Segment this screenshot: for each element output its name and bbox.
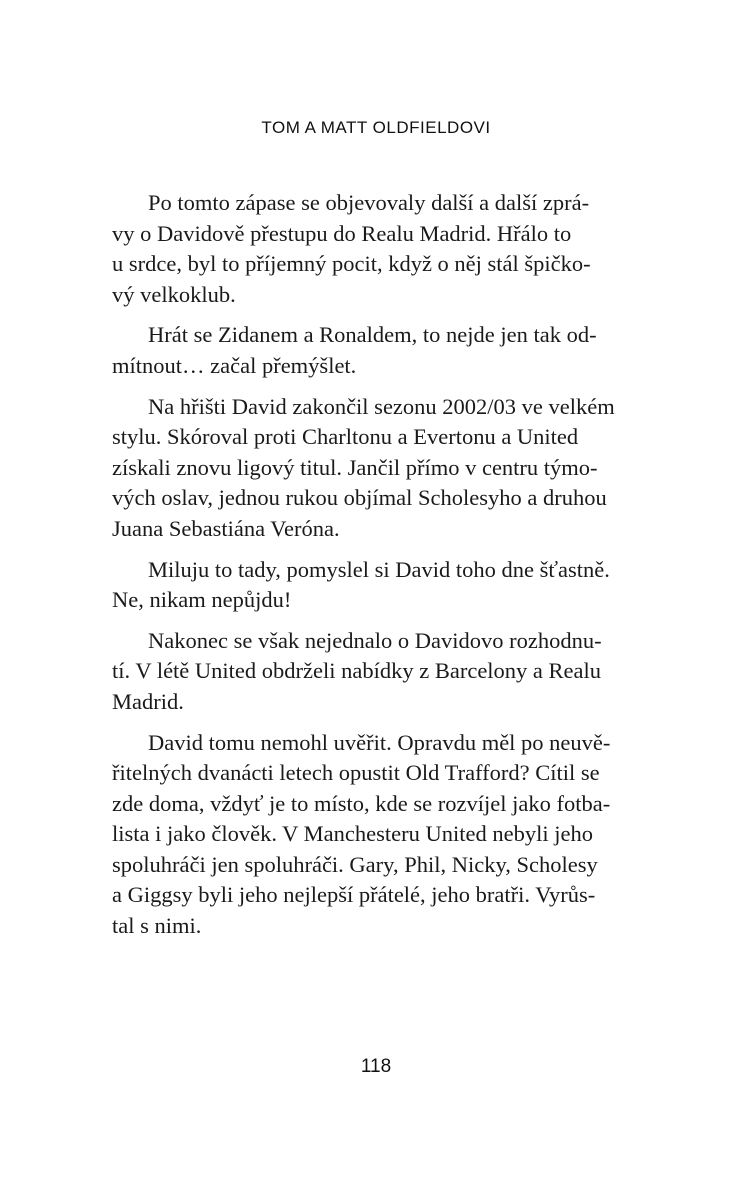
paragraph-3 bbox=[112, 392, 642, 545]
running-head: TOM A MATT OLDFIELDOVI bbox=[261, 118, 491, 137]
text-line: Hrát se Zidanem a Ronaldem, to nejde jen tak od- bbox=[148, 322, 597, 348]
page-number: 118 bbox=[360, 1056, 392, 1077]
paragraph-5 bbox=[112, 626, 642, 718]
text-line: spoluhráči jen spoluhráči. Gary, Phil, Nicky, Scholesy bbox=[112, 851, 598, 877]
text-line: lista i jako člověk. V Manchesteru United nebyli jeho bbox=[112, 821, 593, 847]
text-line: Juana Sebastiána Veróna. bbox=[112, 515, 340, 541]
text-line: u srdce, byl to příjemný pocit, když o něj stál špičko- bbox=[112, 251, 591, 277]
text-line: řitelných dvanácti letech opustit Old Trafford? Cítil se bbox=[112, 760, 600, 786]
text-line: stylu. Skóroval proti Charltonu a Evertonu a United bbox=[112, 424, 579, 450]
text-line: Na hřišti David zakončil sezonu 2002/03 ve velkém bbox=[148, 393, 615, 419]
paragraph-4 bbox=[112, 555, 642, 616]
text-line: David tomu nemohl uvěřit. Opravdu měl po neuvě- bbox=[148, 729, 611, 755]
text-line: zde doma, vždyť je to místo, kde se rozvíjel jako fotba- bbox=[112, 790, 611, 816]
text-line: Miluju to tady, pomyslel si David toho dne šťastně. bbox=[148, 556, 610, 582]
text-line: Nakonec se však nejednalo o Davidovo rozhodnu- bbox=[148, 627, 602, 653]
body-text bbox=[112, 188, 642, 952]
text-line: Po tomto zápase se objevovaly další a další zprá- bbox=[148, 190, 590, 215]
text-line: získali znovu ligový titul. Jančil přímo v centru týmo- bbox=[112, 454, 598, 480]
paragraph-6 bbox=[112, 728, 642, 942]
text-line: vy o Davidově přestupu do Realu Madrid. Hřálo to bbox=[112, 220, 572, 246]
text-line: a Giggsy byli jeho nejlepší přátelé, jeho bratři. Vyrůs- bbox=[112, 882, 596, 908]
text-line: Madrid. bbox=[112, 688, 184, 714]
text-line: tal s nimi. bbox=[112, 913, 202, 939]
text-line: mítnout… začal přemýšlet. bbox=[112, 352, 357, 378]
text-line: vý velkoklub. bbox=[112, 281, 236, 307]
text-line: vých oslav, jednou rukou objímal Scholesyho a druhou bbox=[112, 485, 607, 511]
paragraph-2 bbox=[112, 320, 642, 381]
text-line: Ne, nikam nepůjdu! bbox=[112, 587, 292, 613]
text-line: tí. V létě United obdrželi nabídky z Barcelony a Realu bbox=[112, 658, 602, 684]
paragraph-1 bbox=[112, 188, 642, 310]
